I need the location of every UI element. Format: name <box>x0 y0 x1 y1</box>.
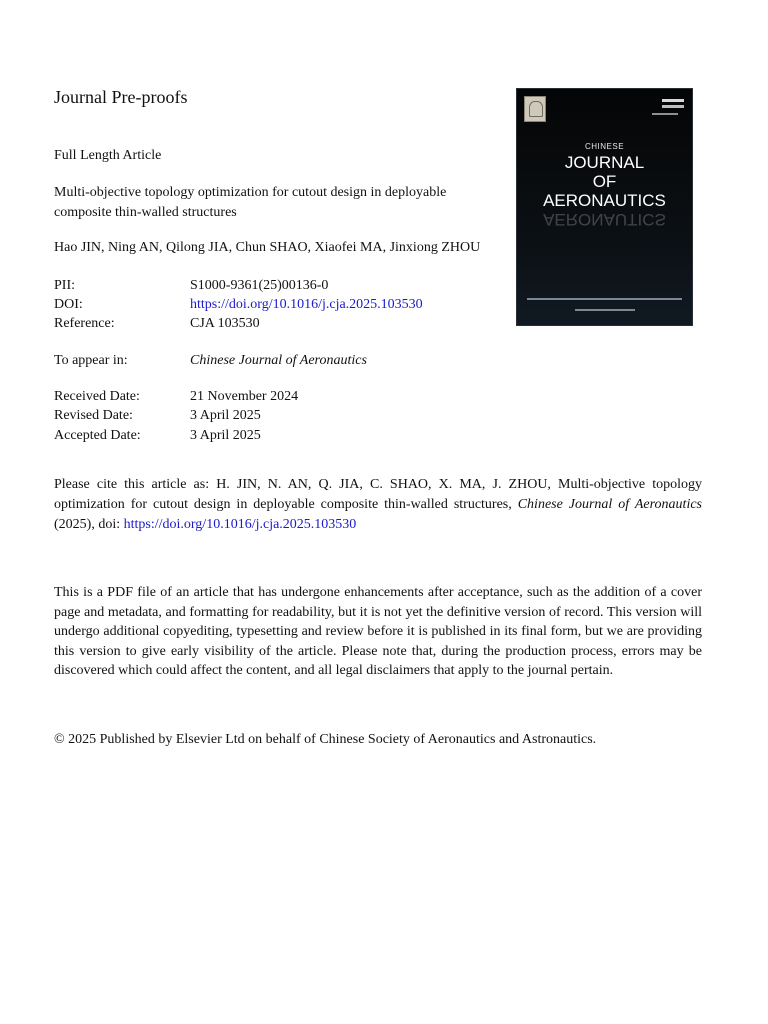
accepted-row <box>54 428 474 448</box>
accepted-value: 3 April 2025 <box>190 428 261 443</box>
appear-label: To appear in: <box>54 353 128 368</box>
revised-row <box>54 408 474 428</box>
cover-title-line1: JOURNAL <box>564 153 645 172</box>
journal-cover-image <box>516 88 693 326</box>
copyright-notice: © 2025 Published by Elsevier Ltd on behalf of Chinese Society of Aeronautics and Astronautics. <box>54 732 597 747</box>
doi-link[interactable]: https://doi.org/10.1016/j.cja.2025.103530 <box>190 297 423 312</box>
received-row <box>54 389 474 409</box>
article-type: Full Length Article <box>54 148 162 163</box>
citation-journal: Chinese Journal of Aeronautics <box>517 497 702 512</box>
cover-title-line2: OF <box>592 172 617 191</box>
received-value: 21 November 2024 <box>190 389 299 404</box>
pii-value: S1000-9361(25)00136-0 <box>190 278 329 293</box>
pii-label: PII: <box>54 278 75 293</box>
citation-prefix: Please cite this article as: H. JIN, N. AN, Q. JIA, C. SHAO, X. MA, J. ZHOU, Multi-objective topology optimization for cutout design in deployable composite thin-walled structures, <box>54 477 702 512</box>
revised-label: Revised Date: <box>54 408 133 423</box>
citation-doi-link[interactable]: https://doi.org/10.1016/j.cja.2025.103530 <box>123 517 357 532</box>
accepted-label: Accepted Date: <box>54 428 141 443</box>
doi-label: DOI: <box>54 297 83 312</box>
appear-value: Chinese Journal of Aeronautics <box>190 353 367 368</box>
article-title: Multi-objective topology optimization for cutout design in deployable composite thin-walled structures <box>54 185 447 220</box>
issn-text-mark <box>662 105 684 108</box>
cover-university-line <box>575 309 635 311</box>
issn-text-mark <box>662 99 684 102</box>
revised-value: 3 April 2025 <box>190 408 261 423</box>
citation-middle: (2025), doi: <box>54 517 124 532</box>
cover-title <box>517 153 692 210</box>
reference-value: CJA 103530 <box>190 316 260 331</box>
received-label: Received Date: <box>54 389 140 404</box>
reference-label: Reference: <box>54 316 115 331</box>
cover-title-reflection: AERONAUTICS <box>543 210 666 229</box>
cover-society-line <box>527 298 682 300</box>
citation-paragraph <box>54 475 702 535</box>
appear-row <box>54 353 474 373</box>
pii-row <box>54 278 474 298</box>
elsevier-logo-icon <box>524 96 546 122</box>
doi-row <box>54 297 474 317</box>
cover-small-text: CHINESE <box>584 142 625 151</box>
authors: Hao JIN, Ning AN, Qilong JIA, Chun SHAO, Xiaofei MA, Jinxiong ZHOU <box>54 240 481 255</box>
journal-header: Journal Pre-proofs <box>54 87 188 107</box>
cover-title-line3: AERONAUTICS <box>543 191 666 210</box>
issn-text-mark <box>652 113 678 115</box>
disclaimer-paragraph: This is a PDF file of an article that has undergone enhancements after acceptance, such as the addition of a cover page and metadata, and formatting for readability, but it is not yet the definitive version of record. This version will undergo additional copyediting, typesetting and review before it is published in its final form, but we are providing this version to give early visibility of the article. Please note that, during the production process, errors may be discovered which could affect the content, and all legal disclaimers that apply to the journal pertain. <box>54 585 702 679</box>
reference-row <box>54 316 474 336</box>
